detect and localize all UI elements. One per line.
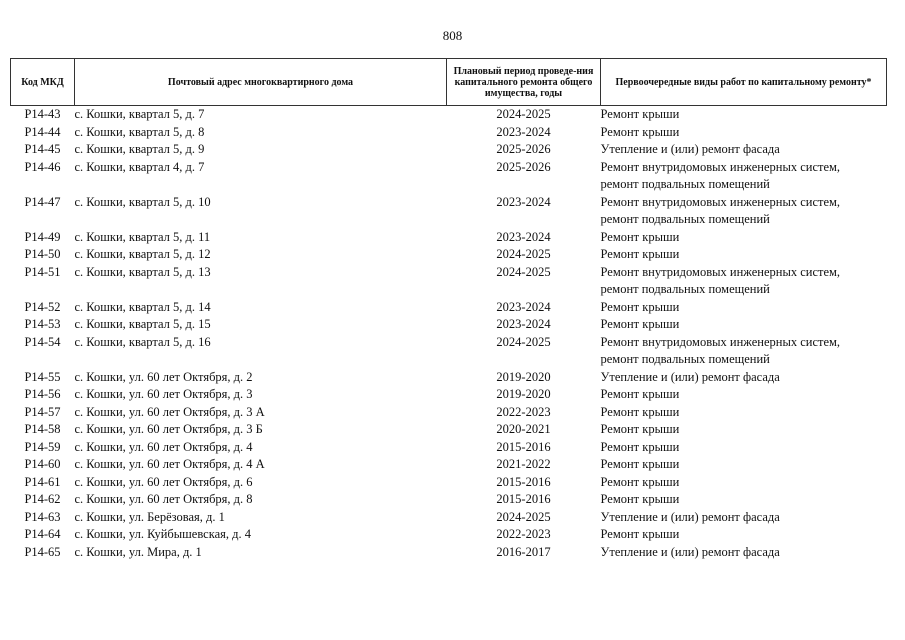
table-row	[11, 334, 887, 369]
mkd-code: Р14-59	[24, 439, 61, 454]
planned-period: 2024-2025	[496, 247, 551, 261]
priority-works	[601, 316, 887, 334]
table-row	[11, 404, 887, 422]
postal-address: с. Кошки, квартал 5, д. 7	[74, 107, 205, 121]
work-line: Утепление и (или) ремонт фасада	[600, 369, 780, 384]
postal-address: с. Кошки, квартал 5, д. 14	[74, 299, 211, 314]
priority-works	[601, 369, 887, 387]
table-row	[11, 106, 887, 124]
table-body	[11, 106, 887, 562]
work-line: Утепление и (или) ремонт фасада	[600, 509, 780, 524]
priority-works	[601, 229, 887, 247]
work-line: Ремонт внутридомовых инженерных систем,	[600, 264, 841, 279]
table-header	[11, 59, 887, 106]
priority-works	[601, 106, 887, 124]
postal-address: с. Кошки, квартал 5, д. 8	[74, 124, 205, 139]
mkd-code: Р14-52	[24, 299, 61, 314]
planned-period: 2023-2024	[496, 229, 551, 244]
work-line: Ремонт крыши	[600, 107, 680, 121]
work-line: Утепление и (или) ремонт фасада	[600, 142, 780, 156]
postal-address: с. Кошки, квартал 5, д. 10	[74, 194, 211, 209]
mkd-code: Р14-64	[24, 527, 61, 541]
postal-address: с. Кошки, ул. 60 лет Октября, д. 8	[74, 492, 253, 506]
postal-address: с. Кошки, ул. 60 лет Октября, д. 3 А	[74, 404, 265, 419]
postal-address: с. Кошки, ул. Берёзовая, д. 1	[74, 509, 225, 524]
planned-period: 2020-2021	[496, 422, 551, 436]
capital-repair-table	[10, 58, 887, 561]
work-line: Ремонт крыши	[600, 317, 680, 331]
table-row	[11, 491, 887, 509]
postal-address: с. Кошки, ул. 60 лет Октября, д. 4 А	[74, 457, 265, 471]
mkd-code: Р14-57	[24, 404, 61, 419]
table-row	[11, 141, 887, 159]
mkd-code: Р14-47	[24, 194, 61, 209]
work-line: Ремонт внутридомовых инженерных систем,	[600, 334, 841, 349]
postal-address: с. Кошки, ул. Мира, д. 1	[74, 544, 202, 559]
planned-period: 2015-2016	[496, 439, 551, 454]
planned-period: 2024-2025	[496, 334, 551, 349]
work-line: Ремонт внутридомовых инженерных систем,	[600, 159, 841, 174]
planned-period: 2022-2023	[496, 404, 551, 419]
mkd-code: Р14-56	[24, 387, 61, 401]
mkd-code: Р14-53	[24, 317, 61, 331]
priority-works	[601, 439, 887, 457]
work-line: ремонт подвальных помещений	[600, 212, 770, 226]
work-line: ремонт подвальных помещений	[600, 282, 770, 296]
postal-address: с. Кошки, квартал 4, д. 7	[74, 159, 205, 174]
priority-works	[601, 246, 887, 264]
work-line: Ремонт крыши	[600, 387, 680, 401]
priority-works	[601, 386, 887, 404]
mkd-code: Р14-50	[24, 247, 61, 261]
priority-works	[601, 299, 887, 317]
work-line: Ремонт крыши	[600, 474, 680, 489]
table-row	[11, 421, 887, 439]
postal-address: с. Кошки, ул. Куйбышевская, д. 4	[74, 527, 252, 541]
planned-period: 2023-2024	[496, 124, 551, 139]
work-line: Ремонт крыши	[600, 422, 680, 436]
planned-period: 2023-2024	[496, 194, 551, 209]
table-row	[11, 299, 887, 317]
mkd-code: Р14-63	[24, 509, 61, 524]
table-row	[11, 159, 887, 194]
header-works: Первоочередные виды работ по капитальному ремонту*	[601, 59, 887, 106]
planned-period: 2024-2025	[496, 107, 551, 121]
postal-address: с. Кошки, квартал 5, д. 15	[74, 317, 211, 331]
work-line: Ремонт крыши	[600, 439, 680, 454]
priority-works	[601, 159, 887, 194]
postal-address: с. Кошки, ул. 60 лет Октября, д. 3	[74, 387, 253, 401]
planned-period: 2019-2020	[496, 369, 551, 384]
postal-address: с. Кошки, ул. 60 лет Октября, д. 4	[74, 439, 253, 454]
table-row	[11, 229, 887, 247]
postal-address: с. Кошки, ул. 60 лет Октября, д. 3 Б	[74, 422, 263, 436]
work-line: ремонт подвальных помещений	[600, 177, 770, 191]
postal-address: с. Кошки, ул. 60 лет Октября, д. 6	[74, 474, 253, 489]
priority-works	[601, 404, 887, 422]
planned-period: 2025-2026	[496, 142, 551, 156]
planned-period: 2024-2025	[496, 509, 551, 524]
work-line: Ремонт крыши	[600, 527, 680, 541]
table-row	[11, 509, 887, 527]
priority-works	[601, 526, 887, 544]
table-row	[11, 369, 887, 387]
header-code: Код МКД	[11, 59, 75, 106]
priority-works	[601, 141, 887, 159]
mkd-code: Р14-55	[24, 369, 61, 384]
planned-period: 2023-2024	[496, 299, 551, 314]
priority-works	[601, 124, 887, 142]
postal-address: с. Кошки, квартал 5, д. 12	[74, 247, 211, 261]
planned-period: 2021-2022	[496, 457, 551, 471]
priority-works	[601, 194, 887, 229]
priority-works	[601, 544, 887, 562]
table-row	[11, 316, 887, 334]
priority-works	[601, 334, 887, 369]
postal-address: с. Кошки, ул. 60 лет Октября, д. 2	[74, 369, 253, 384]
work-line: Ремонт крыши	[600, 457, 680, 471]
mkd-code: Р14-43	[24, 107, 61, 121]
work-line: ремонт подвальных помещений	[600, 352, 770, 366]
mkd-code: Р14-45	[24, 142, 61, 156]
mkd-code: Р14-65	[24, 544, 61, 559]
mkd-code: Р14-51	[24, 264, 61, 279]
planned-period: 2023-2024	[496, 317, 551, 331]
table-row	[11, 124, 887, 142]
mkd-code: Р14-44	[24, 124, 61, 139]
page-number: 808	[442, 28, 463, 43]
table-row	[11, 474, 887, 492]
postal-address: с. Кошки, квартал 5, д. 16	[74, 334, 211, 349]
work-line: Ремонт крыши	[600, 124, 680, 139]
table-row	[11, 439, 887, 457]
mkd-code: Р14-54	[24, 334, 61, 349]
table-row	[11, 526, 887, 544]
postal-address: с. Кошки, квартал 5, д. 13	[74, 264, 211, 279]
work-line: Утепление и (или) ремонт фасада	[600, 544, 780, 559]
mkd-code: Р14-49	[24, 229, 61, 244]
planned-period: 2025-2026	[496, 159, 551, 174]
planned-period: 2015-2016	[496, 474, 551, 489]
mkd-code: Р14-60	[24, 457, 61, 471]
priority-works	[601, 474, 887, 492]
work-line: Ремонт крыши	[600, 404, 680, 419]
table-row	[11, 264, 887, 299]
priority-works	[601, 491, 887, 509]
table-row	[11, 456, 887, 474]
table-row	[11, 246, 887, 264]
header-period: Плановый период проведе-ния капитального ремонта общего имущества, годы	[447, 59, 601, 106]
mkd-code: Р14-58	[24, 422, 61, 436]
mkd-code: Р14-62	[24, 492, 61, 506]
planned-period: 2022-2023	[496, 527, 551, 541]
header-address: Почтовый адрес многоквартирного дома	[75, 59, 447, 106]
planned-period: 2019-2020	[496, 387, 551, 401]
priority-works	[601, 456, 887, 474]
priority-works	[601, 264, 887, 299]
planned-period: 2016-2017	[496, 544, 551, 559]
postal-address: с. Кошки, квартал 5, д. 9	[74, 142, 205, 156]
planned-period: 2024-2025	[496, 264, 551, 279]
table-row	[11, 544, 887, 562]
mkd-code: Р14-46	[24, 159, 61, 174]
work-line: Ремонт внутридомовых инженерных систем,	[600, 194, 841, 209]
work-line: Ремонт крыши	[600, 492, 680, 506]
table-row	[11, 194, 887, 229]
table-row	[11, 386, 887, 404]
planned-period: 2015-2016	[496, 492, 551, 506]
work-line: Ремонт крыши	[600, 229, 680, 244]
work-line: Ремонт крыши	[600, 299, 680, 314]
work-line: Ремонт крыши	[600, 247, 680, 261]
priority-works	[601, 421, 887, 439]
postal-address: с. Кошки, квартал 5, д. 11	[74, 229, 211, 244]
priority-works	[601, 509, 887, 527]
mkd-code: Р14-61	[24, 474, 61, 489]
